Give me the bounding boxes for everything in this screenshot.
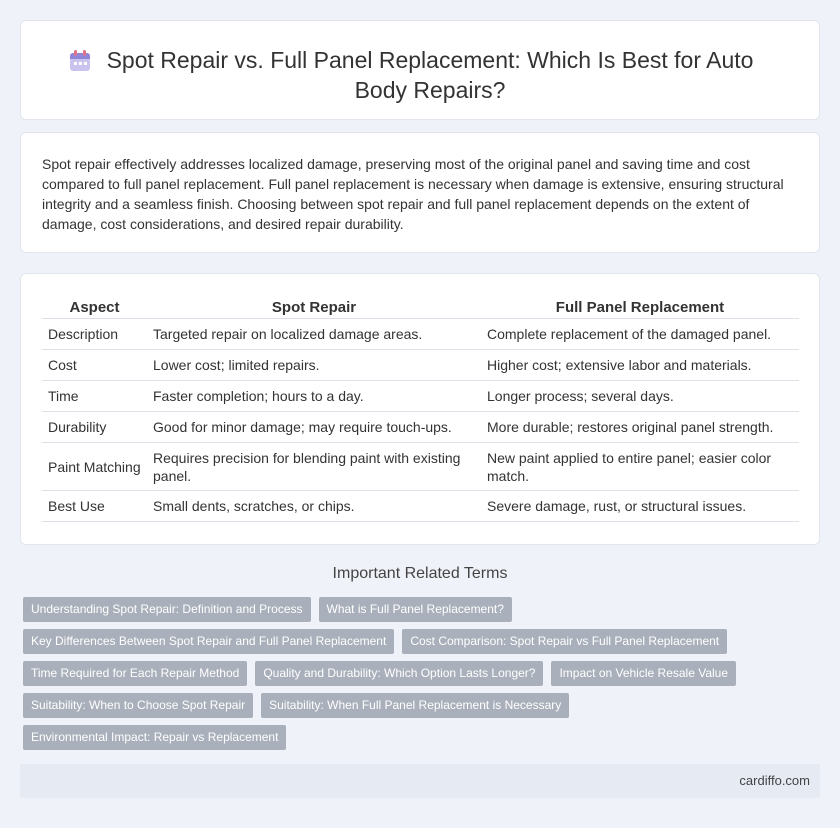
cell-full-panel: Longer process; several days. — [481, 381, 799, 412]
footer-site-link[interactable]: cardiffo.com — [739, 773, 810, 788]
cell-spot-repair: Targeted repair on localized damage areas. — [147, 319, 481, 350]
cell-spot-repair: Lower cost; limited repairs. — [147, 350, 481, 381]
intro-card — [20, 132, 820, 253]
related-terms-list — [23, 597, 743, 757]
title-card — [20, 20, 820, 120]
related-term-tag[interactable]: Suitability: When Full Panel Replacement is Necessary — [261, 693, 569, 718]
comparison-table — [42, 296, 799, 522]
cell-spot-repair: Faster completion; hours to a day. — [147, 381, 481, 412]
cell-spot-repair: Requires precision for blending paint with existing panel. — [147, 443, 481, 491]
header-full-panel: Full Panel Replacement — [481, 296, 799, 319]
related-term-tag[interactable]: Environmental Impact: Repair vs Replacement — [23, 725, 286, 750]
cell-spot-repair: Small dents, scratches, or chips. — [147, 491, 481, 522]
footer — [20, 764, 820, 798]
cell-spot-repair: Good for minor damage; may require touch-ups. — [147, 412, 481, 443]
related-term-tag[interactable]: Key Differences Between Spot Repair and Full Panel Replacement — [23, 629, 394, 654]
cell-aspect: Cost — [42, 350, 147, 381]
cell-full-panel: New paint applied to entire panel; easier color match. — [481, 443, 799, 491]
header-aspect: Aspect — [42, 296, 147, 319]
cell-aspect: Time — [42, 381, 147, 412]
related-term-tag[interactable]: Cost Comparison: Spot Repair vs Full Panel Replacement — [402, 629, 727, 654]
table-row — [42, 412, 799, 443]
table-row — [42, 491, 799, 522]
related-terms-title: Important Related Terms — [332, 565, 508, 582]
related-term-tag[interactable]: Understanding Spot Repair: Definition and Process — [23, 597, 311, 622]
cell-aspect: Paint Matching — [42, 443, 147, 491]
cell-full-panel: Complete replacement of the damaged panel. — [481, 319, 799, 350]
cell-full-panel: Higher cost; extensive labor and materials. — [481, 350, 799, 381]
cell-full-panel: Severe damage, rust, or structural issues. — [481, 491, 799, 522]
table-row — [42, 319, 799, 350]
related-term-tag[interactable]: Impact on Vehicle Resale Value — [551, 661, 736, 686]
cell-aspect: Description — [42, 319, 147, 350]
related-term-tag[interactable]: What is Full Panel Replacement? — [319, 597, 512, 622]
related-term-tag[interactable]: Suitability: When to Choose Spot Repair — [23, 693, 253, 718]
intro-paragraph: Spot repair effectively addresses localized damage, preserving most of the original panel and saving time and cost compared to full panel replacement. Full panel replacement is necessary when damage is extensive, ensuring structural integrity and a seamless finish. Choosing between spot repair and full panel replacement depends on the extent of damage, cost considerations, and desired repair durability. — [42, 156, 784, 232]
header-spot-repair: Spot Repair — [147, 296, 481, 319]
comparison-card — [20, 273, 820, 545]
cell-aspect: Durability — [42, 412, 147, 443]
page-title: Spot Repair vs. Full Panel Replacement: Which Is Best for Auto Body Repairs? — [106, 47, 754, 103]
cell-full-panel: More durable; restores original panel strength. — [481, 412, 799, 443]
cell-aspect: Best Use — [42, 491, 147, 522]
table-row — [42, 443, 799, 491]
related-term-tag[interactable]: Time Required for Each Repair Method — [23, 661, 247, 686]
table-header-row — [42, 296, 799, 319]
related-term-tag[interactable]: Quality and Durability: Which Option Lasts Longer? — [255, 661, 543, 686]
table-row — [42, 381, 799, 412]
table-row — [42, 350, 799, 381]
